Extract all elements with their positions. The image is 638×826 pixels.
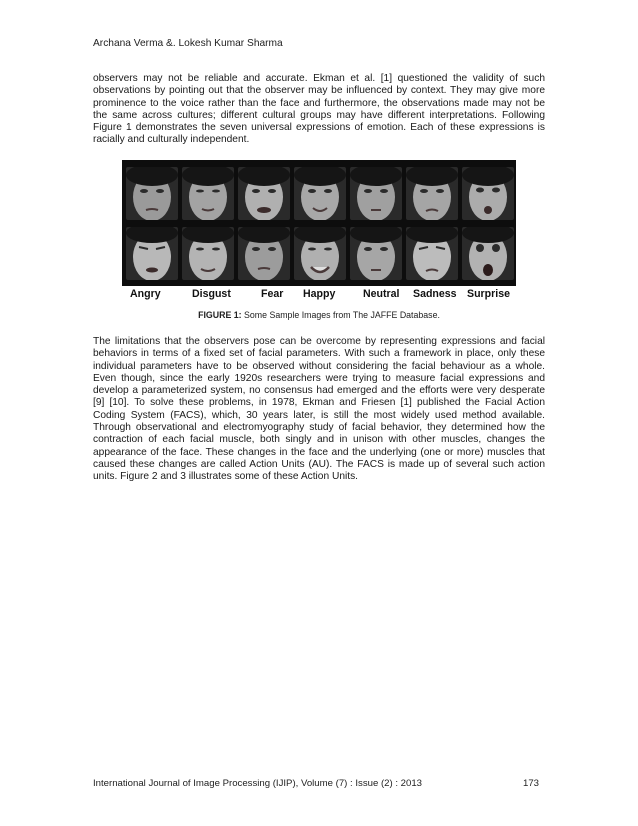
figure-caption	[0, 310, 638, 320]
face-photo	[406, 227, 458, 280]
paragraph-facs: The limitations that the observers pose can be overcome by representing expressions and facial behaviors in terms of a fixed set of facial parameters. With such a framework in place, only these individual parameters have to be observed without considering the facial behaviour as a whole. Even though, since the early 1920s researchers were trying to measure facial expressions and develop a parameterized system, no consensus had emerged and the efforts were very desperate [9] [10]. To solve these problems, in 1978, Ekman and Friesen [1] published the Facial Action Coding System (FACS), which, 30 years later, is still the most widely used method available. Through observational and electromyography study of facial behavior, they determined how the contraction of each facial muscle, both singly and in unison with other muscles, changes the appearance of the face. These changes in the face and the underlying (one or more) muscles that caused these changes are called Action Units (AU). The FACS is made up of several such action units. Figure 2 and 3 illustrates some of these Action Units.	[93, 336, 545, 483]
face-photo	[182, 227, 234, 280]
running-header: Archana Verma &. Lokesh Kumar Sharma	[93, 38, 283, 49]
face-photo	[126, 167, 178, 220]
figure-label-disgust: Disgust	[192, 288, 231, 300]
paragraph-intro: observers may not be reliable and accurate. Ekman et al. [1] questioned the validity of such observations by pointing out that the observer may be influenced by context. They may give more prominence to the voice rather than the face and furthermore, the observations made may not be the same across cultures; different cultural groups may have different interpretations. Following Figure 1 demonstrates the seven universal expressions of emotion. Each of these expressions is racially and culturally independent.	[93, 73, 545, 146]
page-footer	[93, 778, 545, 789]
face-photo	[182, 167, 234, 220]
face-photo	[462, 227, 514, 280]
face-photo	[238, 227, 290, 280]
figure-label-happy: Happy	[303, 288, 336, 300]
face-photo	[294, 167, 346, 220]
face-photo	[126, 227, 178, 280]
figure-1-image	[122, 160, 516, 286]
figure-label-angry: Angry	[130, 288, 161, 300]
figure-caption-text: Some Sample Images from The JAFFE Database.	[241, 310, 440, 320]
figure-label-sadness: Sadness	[413, 288, 457, 300]
footer-journal: International Journal of Image Processing (IJIP), Volume (7) : Issue (2) : 2013	[93, 778, 423, 789]
face-photo	[350, 167, 402, 220]
figure-label-neutral: Neutral	[363, 288, 400, 300]
figure-label-surprise: Surprise	[467, 288, 510, 300]
face-photo	[350, 227, 402, 280]
face-photo	[294, 227, 346, 280]
page-number: 173	[522, 778, 539, 789]
face-photo	[462, 167, 514, 220]
face-photo	[238, 167, 290, 220]
figure-caption-label: FIGURE 1:	[198, 310, 242, 320]
figure-label-fear: Fear	[261, 288, 284, 300]
face-photo	[406, 167, 458, 220]
